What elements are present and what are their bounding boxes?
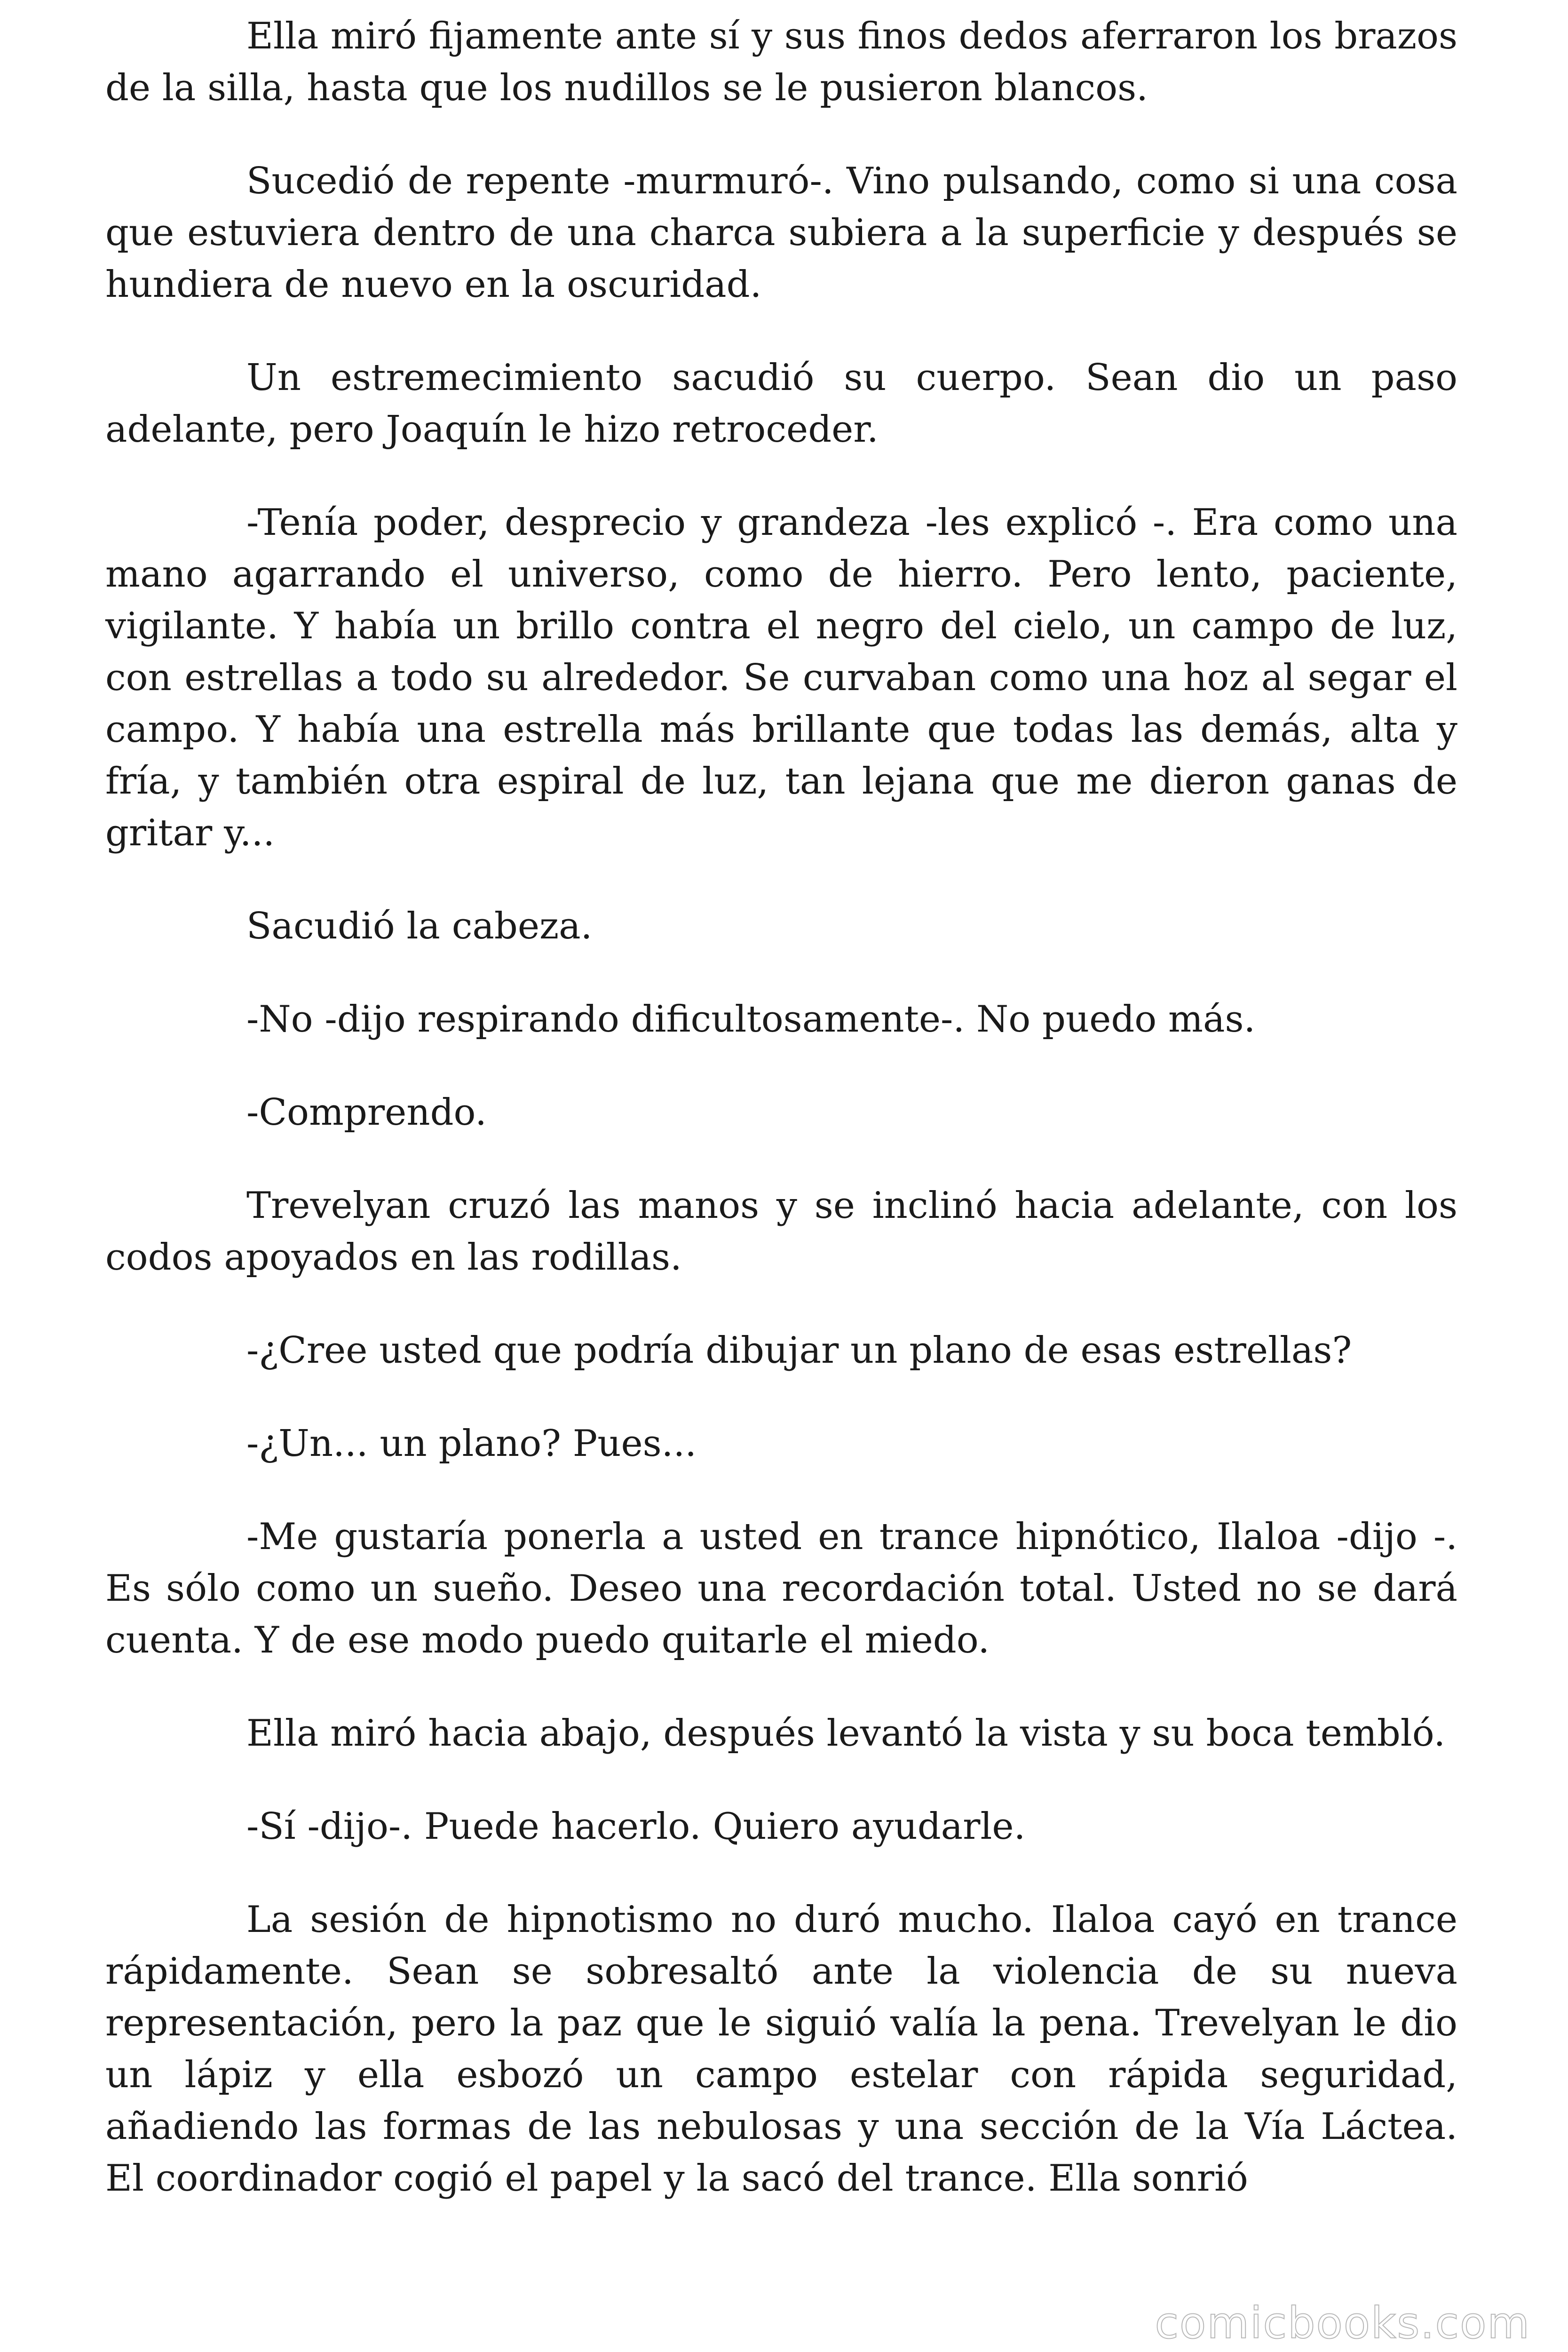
paragraph: -Me gustaría ponerla a usted en trance hipnótico, Ilaloa -dijo -. Es sólo como un sueño. Deseo una recordación total. Usted no se dará cuenta. Y de ese modo puedo quitarle el miedo. bbox=[105, 1516, 1457, 1661]
paragraph: La sesión de hipnotismo no duró mucho. Ilaloa cayó en trance rápidamente. Sean se sobresaltó ante la violencia de su nueva representación, pero la paz que le siguió valía la pena. Trevelyan le dio un lápiz y ella esbozó un campo estelar con rápida seguridad, añadiendo las formas de las nebulosas y una sección de la Vía Láctea. El coordinador cogió el papel y la sacó del trance. Ella sonrió bbox=[105, 1899, 1457, 2200]
paragraph: -¿Cree usted que podría dibujar un plano de esas estrellas? bbox=[246, 1329, 1352, 1372]
paragraph: -¿Un... un plano? Pues... bbox=[246, 1422, 697, 1465]
paragraph: -Tenía poder, desprecio y grandeza -les explicó -. Era como una mano agarrando el universo, como de hierro. Pero lento, paciente, vigilante. Y había un brillo contra el negro del cielo, un campo de luz, con estrellas a todo su alrededor. Se curvaban como una hoz al segar el campo. Y había una estrella más brillante que todas las demás, alta y fría, y también otra espiral de luz, tan lejana que me dieron ganas de gritar y... bbox=[105, 501, 1457, 854]
paragraph: Sacudió la cabeza. bbox=[246, 905, 593, 947]
paragraph: -Comprendo. bbox=[246, 1091, 487, 1134]
paragraph: Trevelyan cruzó las manos y se inclinó hacia adelante, con los codos apoyados en las rodillas. bbox=[105, 1184, 1457, 1279]
paragraph: Ella miró hacia abajo, después levantó la vista y su boca tembló. bbox=[246, 1712, 1446, 1755]
paragraph: -No -dijo respirando dificultosamente-. No puedo más. bbox=[246, 998, 1256, 1041]
text-body bbox=[105, 10, 1457, 2246]
paragraph: -Sí -dijo-. Puede hacerlo. Quiero ayudarle. bbox=[246, 1805, 1026, 1848]
paragraph: Un estremecimiento sacudió su cuerpo. Sean dio un paso adelante, pero Joaquín le hizo retroceder. bbox=[105, 357, 1457, 451]
watermark: comicbooks.com bbox=[1155, 2298, 1530, 2348]
paragraph: Sucedió de repente -murmuró-. Vino pulsando, como si una cosa que estuviera dentro de una charca subiera a la superficie y después se hundiera de nuevo en la oscuridad. bbox=[105, 160, 1457, 306]
paragraph: Ella miró fijamente ante sí y sus finos dedos aferraron los brazos de la silla, hasta que los nudillos se le pusieron blancos. bbox=[105, 15, 1457, 109]
